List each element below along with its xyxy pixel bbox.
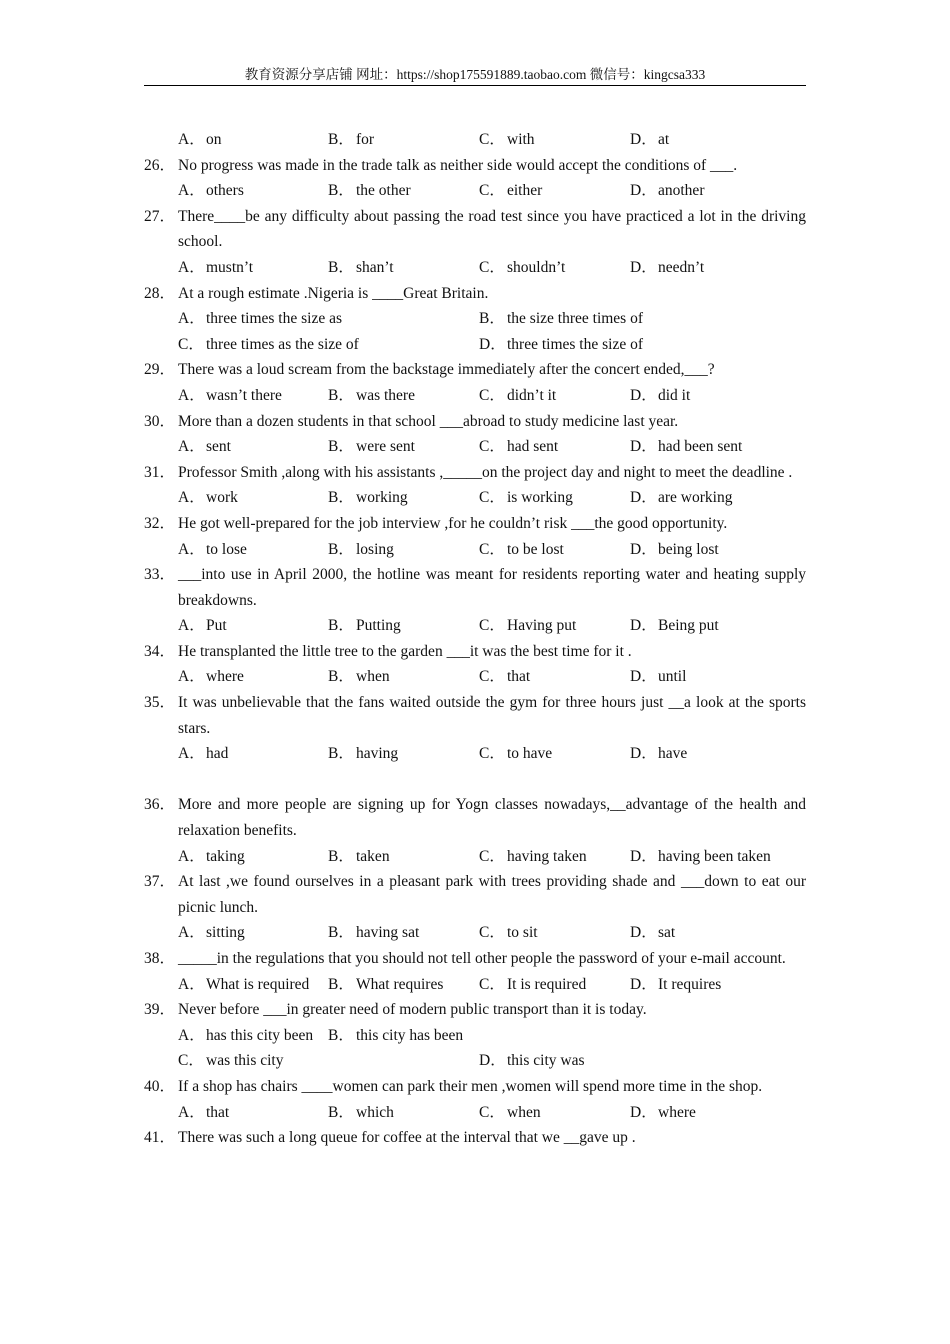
option-text: that	[507, 668, 531, 686]
option-letter: C．	[479, 745, 505, 763]
question-text: More than a dozen students in that school ___abroad to study medicine last year.	[178, 412, 679, 430]
option-a[interactable]	[178, 383, 282, 409]
option-letter: B．	[328, 489, 354, 507]
question-text: ___into use in April 2000, the hotline was meant for residents reporting water and heating supply breakdowns.	[178, 566, 806, 609]
option-letter: C．	[479, 540, 505, 558]
question-number: 27．	[144, 207, 176, 225]
question-37	[144, 869, 806, 920]
options-row	[144, 537, 806, 563]
options-row	[144, 332, 806, 358]
option-a[interactable]	[178, 178, 244, 204]
option-text: to have	[507, 745, 553, 763]
option-d[interactable]	[630, 537, 719, 563]
question-text: At last ,we found ourselves in a pleasant park with trees providing shade and ___down to eat our picnic lunch.	[178, 873, 806, 916]
question-number: 32．	[144, 514, 176, 532]
option-text: which	[356, 1103, 394, 1121]
question-number: 41．	[144, 1129, 176, 1147]
question-38	[144, 946, 806, 972]
option-text: was there	[356, 386, 415, 404]
option-letter: D．	[630, 258, 657, 276]
options-row	[144, 485, 806, 511]
question-29	[144, 357, 806, 383]
option-c[interactable]	[479, 920, 538, 946]
option-letter: C．	[479, 386, 505, 404]
option-a[interactable]	[178, 127, 222, 153]
option-text: Putting	[356, 617, 401, 635]
option-text: when	[507, 1103, 541, 1121]
option-a[interactable]	[178, 664, 244, 690]
option-c[interactable]	[479, 844, 587, 870]
option-b[interactable]	[328, 485, 408, 511]
option-letter: B．	[328, 131, 354, 148]
option-text: wasn’t there	[206, 386, 282, 404]
question-number: 38．	[144, 950, 176, 967]
question-text: _____in the regulations that you should not tell other people the password of your e-mail account.	[178, 950, 786, 967]
blank-line	[144, 767, 806, 793]
option-d[interactable]	[630, 613, 719, 639]
option-a[interactable]	[178, 255, 253, 281]
option-text: losing	[356, 540, 394, 558]
option-text: needn’t	[658, 258, 705, 276]
option-letter: C．	[479, 668, 505, 686]
option-text: to sit	[507, 924, 538, 942]
question-number: 28．	[144, 284, 176, 302]
option-letter: B．	[328, 1103, 354, 1121]
option-text: to lose	[206, 540, 247, 558]
question-text: He transplanted the little tree to the garden ___it was the best time for it .	[178, 642, 632, 660]
option-text: being lost	[658, 540, 719, 558]
option-letter: A．	[178, 489, 205, 507]
option-text: when	[356, 668, 390, 686]
option-letter: B．	[328, 924, 354, 942]
option-b[interactable]	[328, 613, 401, 639]
question-text: No progress was made in the trade talk as neither side would accept the conditions of ___.	[178, 156, 738, 174]
option-letter: D．	[630, 924, 657, 942]
option-b[interactable]	[328, 844, 390, 870]
option-letter: A．	[178, 1103, 205, 1121]
option-text: having been taken	[658, 847, 771, 865]
question-27	[144, 204, 806, 255]
option-letter: C．	[178, 1052, 204, 1070]
question-number: 35．	[144, 694, 176, 712]
option-d[interactable]	[479, 1048, 585, 1074]
question-text: There was a loud scream from the backstage immediately after the concert ended,___?	[178, 361, 715, 379]
option-letter: A．	[178, 438, 205, 456]
option-text: others	[206, 182, 244, 200]
question-28	[144, 281, 806, 307]
option-c[interactable]	[178, 1048, 284, 1074]
option-text: were sent	[356, 438, 415, 456]
question-text: It was unbelievable that the fans waited outside the gym for three hours just __a look at the sports stars.	[178, 694, 806, 737]
option-letter: C．	[479, 847, 505, 865]
option-letter: D．	[630, 1103, 657, 1121]
option-a[interactable]	[178, 1100, 229, 1126]
option-b[interactable]	[328, 255, 394, 281]
option-text: the size three times of	[507, 310, 644, 328]
option-letter: B．	[328, 1026, 354, 1044]
option-letter: C．	[479, 258, 505, 276]
option-letter: C．	[479, 438, 505, 456]
option-a[interactable]	[178, 613, 227, 639]
option-d[interactable]	[630, 844, 771, 870]
option-text: three times the size of	[507, 335, 644, 353]
question-text: At a rough estimate .Nigeria is ____Great Britain.	[178, 284, 489, 302]
option-letter: A．	[178, 847, 205, 865]
option-text: Being put	[658, 617, 719, 635]
question-number: 36．	[144, 796, 176, 814]
option-letter: C．	[479, 975, 505, 993]
option-text: where	[206, 668, 244, 686]
option-b[interactable]	[328, 127, 374, 153]
option-text: three times as the size of	[206, 335, 359, 353]
option-a[interactable]	[178, 306, 342, 332]
option-text: for	[356, 131, 375, 148]
option-text: on	[206, 131, 222, 148]
question-number: 29．	[144, 361, 176, 379]
option-letter: A．	[178, 386, 205, 404]
option-letter: C．	[178, 335, 204, 353]
option-letter: A．	[178, 182, 205, 200]
option-d[interactable]	[630, 383, 690, 409]
option-text: Put	[206, 617, 227, 635]
option-d[interactable]	[630, 972, 721, 998]
option-letter: B．	[328, 745, 354, 763]
option-letter: D．	[630, 438, 657, 456]
option-d[interactable]	[630, 178, 704, 204]
options-row	[144, 972, 806, 998]
option-text: either	[507, 182, 543, 200]
option-text: taken	[356, 847, 390, 865]
option-b[interactable]	[328, 1100, 394, 1126]
option-letter: B．	[328, 975, 354, 993]
option-text: at	[658, 131, 670, 148]
option-b[interactable]	[328, 1023, 463, 1049]
option-d[interactable]	[630, 434, 742, 460]
options-row	[144, 178, 806, 204]
option-text: that	[206, 1103, 230, 1121]
question-text: Professor Smith ,along with his assistants ,_____on the project day and night to meet the deadline .	[178, 463, 793, 481]
option-d[interactable]	[630, 485, 732, 511]
question-number: 26．	[144, 156, 176, 174]
question-32	[144, 511, 806, 537]
question-30	[144, 409, 806, 435]
option-letter: D．	[630, 182, 657, 200]
option-text: had been sent	[658, 438, 743, 456]
option-text: didn’t it	[507, 386, 557, 404]
option-c[interactable]	[479, 1100, 541, 1126]
option-letter: A．	[178, 975, 205, 993]
option-letter: A．	[178, 1026, 205, 1044]
option-text: to be lost	[507, 540, 564, 558]
option-letter: C．	[479, 489, 505, 507]
question-text: There was such a long queue for coffee at the interval that we __gave up .	[178, 1129, 636, 1147]
option-b[interactable]	[328, 383, 415, 409]
option-letter: A．	[178, 924, 205, 942]
option-d[interactable]	[630, 664, 686, 690]
option-letter: B．	[328, 386, 354, 404]
question-33	[144, 562, 806, 613]
option-text: sat	[658, 924, 676, 942]
options-row	[144, 613, 806, 639]
option-b[interactable]	[328, 741, 398, 767]
option-c[interactable]	[479, 255, 565, 281]
option-letter: D．	[630, 489, 657, 507]
option-a[interactable]	[178, 537, 247, 563]
options-row	[144, 1023, 806, 1049]
option-letter: B．	[328, 540, 354, 558]
option-d[interactable]	[630, 127, 669, 153]
option-d[interactable]	[630, 255, 704, 281]
option-a[interactable]	[178, 972, 309, 998]
option-letter: C．	[479, 131, 505, 148]
options-row	[144, 434, 806, 460]
option-text: with	[507, 131, 535, 148]
options-row	[144, 844, 806, 870]
option-letter: B．	[328, 617, 354, 635]
option-text: What requires	[356, 975, 444, 993]
option-text: the other	[356, 182, 411, 200]
option-c[interactable]	[479, 972, 586, 998]
option-text: It requires	[658, 975, 722, 993]
option-letter: B．	[328, 847, 354, 865]
option-c[interactable]	[178, 332, 359, 358]
option-text: having sat	[356, 924, 420, 942]
options-row	[144, 1048, 806, 1074]
option-c[interactable]	[479, 613, 576, 639]
option-text: It is required	[507, 975, 587, 993]
options-row	[144, 920, 806, 946]
option-b[interactable]	[328, 178, 411, 204]
options-row	[144, 127, 806, 153]
option-c[interactable]	[479, 485, 573, 511]
option-letter: D．	[630, 745, 657, 763]
question-number: 40．	[144, 1077, 176, 1095]
option-a[interactable]	[178, 920, 245, 946]
options-row	[144, 306, 806, 332]
option-c[interactable]	[479, 741, 552, 767]
option-text: mustn’t	[206, 258, 254, 276]
question-text: More and more people are signing up for Yogn classes nowadays,__advantage of the health and relaxation benefits.	[178, 796, 806, 840]
option-letter: A．	[178, 540, 205, 558]
option-letter: A．	[178, 617, 205, 635]
question-36	[144, 792, 806, 843]
option-letter: B．	[328, 182, 354, 200]
option-text: until	[658, 668, 687, 686]
option-text: have	[658, 745, 688, 763]
option-text: taking	[206, 847, 245, 865]
option-letter: B．	[328, 438, 354, 456]
option-text: sent	[206, 438, 231, 456]
question-number: 37．	[144, 873, 176, 891]
question-35	[144, 690, 806, 741]
options-row	[144, 255, 806, 281]
option-d[interactable]	[479, 332, 643, 358]
options-row	[144, 741, 806, 767]
option-text: had	[206, 745, 229, 763]
option-text: has this city been	[206, 1026, 314, 1044]
question-39	[144, 997, 806, 1023]
option-b[interactable]	[328, 972, 443, 998]
options-row	[144, 383, 806, 409]
option-text: another	[658, 182, 705, 200]
option-text: having	[356, 745, 399, 763]
option-b[interactable]	[328, 434, 415, 460]
option-text: this city has been	[356, 1026, 464, 1044]
question-number: 30．	[144, 412, 176, 430]
option-letter: A．	[178, 310, 205, 328]
option-letter: A．	[178, 131, 205, 148]
question-26	[144, 153, 806, 179]
option-a[interactable]	[178, 844, 245, 870]
option-b[interactable]	[328, 664, 390, 690]
question-number: 34．	[144, 642, 176, 660]
option-letter: D．	[630, 847, 657, 865]
option-letter: B．	[479, 310, 505, 328]
question-text: He got well-prepared for the job interview ,for he couldn’t risk ___the good opportunity.	[178, 514, 728, 532]
option-d[interactable]	[630, 920, 675, 946]
option-b[interactable]	[328, 537, 394, 563]
question-number: 31．	[144, 463, 176, 481]
option-text: are working	[658, 489, 733, 507]
option-d[interactable]	[630, 741, 687, 767]
option-c[interactable]	[479, 383, 556, 409]
option-letter: D．	[479, 1052, 506, 1070]
option-text: shan’t	[356, 258, 394, 276]
question-text: There____be any difficulty about passing the road test since you have practiced a lot in the driving school.	[178, 207, 806, 251]
option-text: had sent	[507, 438, 559, 456]
question-text: If a shop has chairs ____women can park their men ,women will spend more time in the shop.	[178, 1077, 763, 1095]
option-letter: C．	[479, 617, 505, 635]
option-a[interactable]	[178, 1023, 313, 1049]
option-a[interactable]	[178, 741, 228, 767]
question-number: 39．	[144, 1001, 176, 1019]
option-d[interactable]	[630, 1100, 696, 1126]
option-letter: B．	[328, 258, 354, 276]
option-letter: A．	[178, 668, 205, 686]
option-letter: D．	[630, 131, 657, 148]
option-text: did it	[658, 386, 691, 404]
option-text: Having put	[507, 617, 577, 635]
option-letter: A．	[178, 745, 205, 763]
option-letter: D．	[630, 386, 657, 404]
option-c[interactable]	[479, 127, 535, 153]
option-letter: C．	[479, 182, 505, 200]
question-31	[144, 460, 806, 486]
option-c[interactable]	[479, 178, 542, 204]
page-header: 教育资源分享店铺 网址：https://shop175591889.taobao.com 微信号：kingcsa333	[144, 66, 806, 86]
options-row	[144, 1100, 806, 1126]
option-a[interactable]	[178, 485, 238, 511]
option-c[interactable]	[479, 537, 564, 563]
option-letter: D．	[479, 335, 506, 353]
option-letter: D．	[630, 975, 657, 993]
option-text: What is required	[206, 975, 310, 993]
option-c[interactable]	[479, 434, 558, 460]
option-text: three times the size as	[206, 310, 343, 328]
option-letter: D．	[630, 668, 657, 686]
question-number: 33．	[144, 566, 176, 584]
option-text: work	[206, 489, 238, 507]
option-letter: D．	[630, 540, 657, 558]
option-c[interactable]	[479, 664, 530, 690]
option-text: is working	[507, 489, 573, 507]
option-text: working	[356, 489, 408, 507]
option-letter: C．	[479, 924, 505, 942]
option-letter: C．	[479, 1103, 505, 1121]
option-text: where	[658, 1103, 696, 1121]
option-b[interactable]	[328, 920, 419, 946]
option-text: was this city	[206, 1052, 284, 1070]
option-text: shouldn’t	[507, 258, 566, 276]
question-41	[144, 1125, 806, 1151]
option-letter: B．	[328, 668, 354, 686]
option-text: sitting	[206, 924, 245, 942]
question-text: Never before ___in greater need of modern public transport than it is today.	[178, 1001, 647, 1019]
options-row	[144, 664, 806, 690]
option-letter: A．	[178, 258, 205, 276]
question-list	[144, 127, 806, 1151]
option-b[interactable]	[479, 306, 643, 332]
option-text: having taken	[507, 847, 587, 865]
question-40	[144, 1074, 806, 1100]
option-a[interactable]	[178, 434, 231, 460]
option-text: this city was	[507, 1052, 585, 1070]
question-34	[144, 639, 806, 665]
option-letter: D．	[630, 617, 657, 635]
